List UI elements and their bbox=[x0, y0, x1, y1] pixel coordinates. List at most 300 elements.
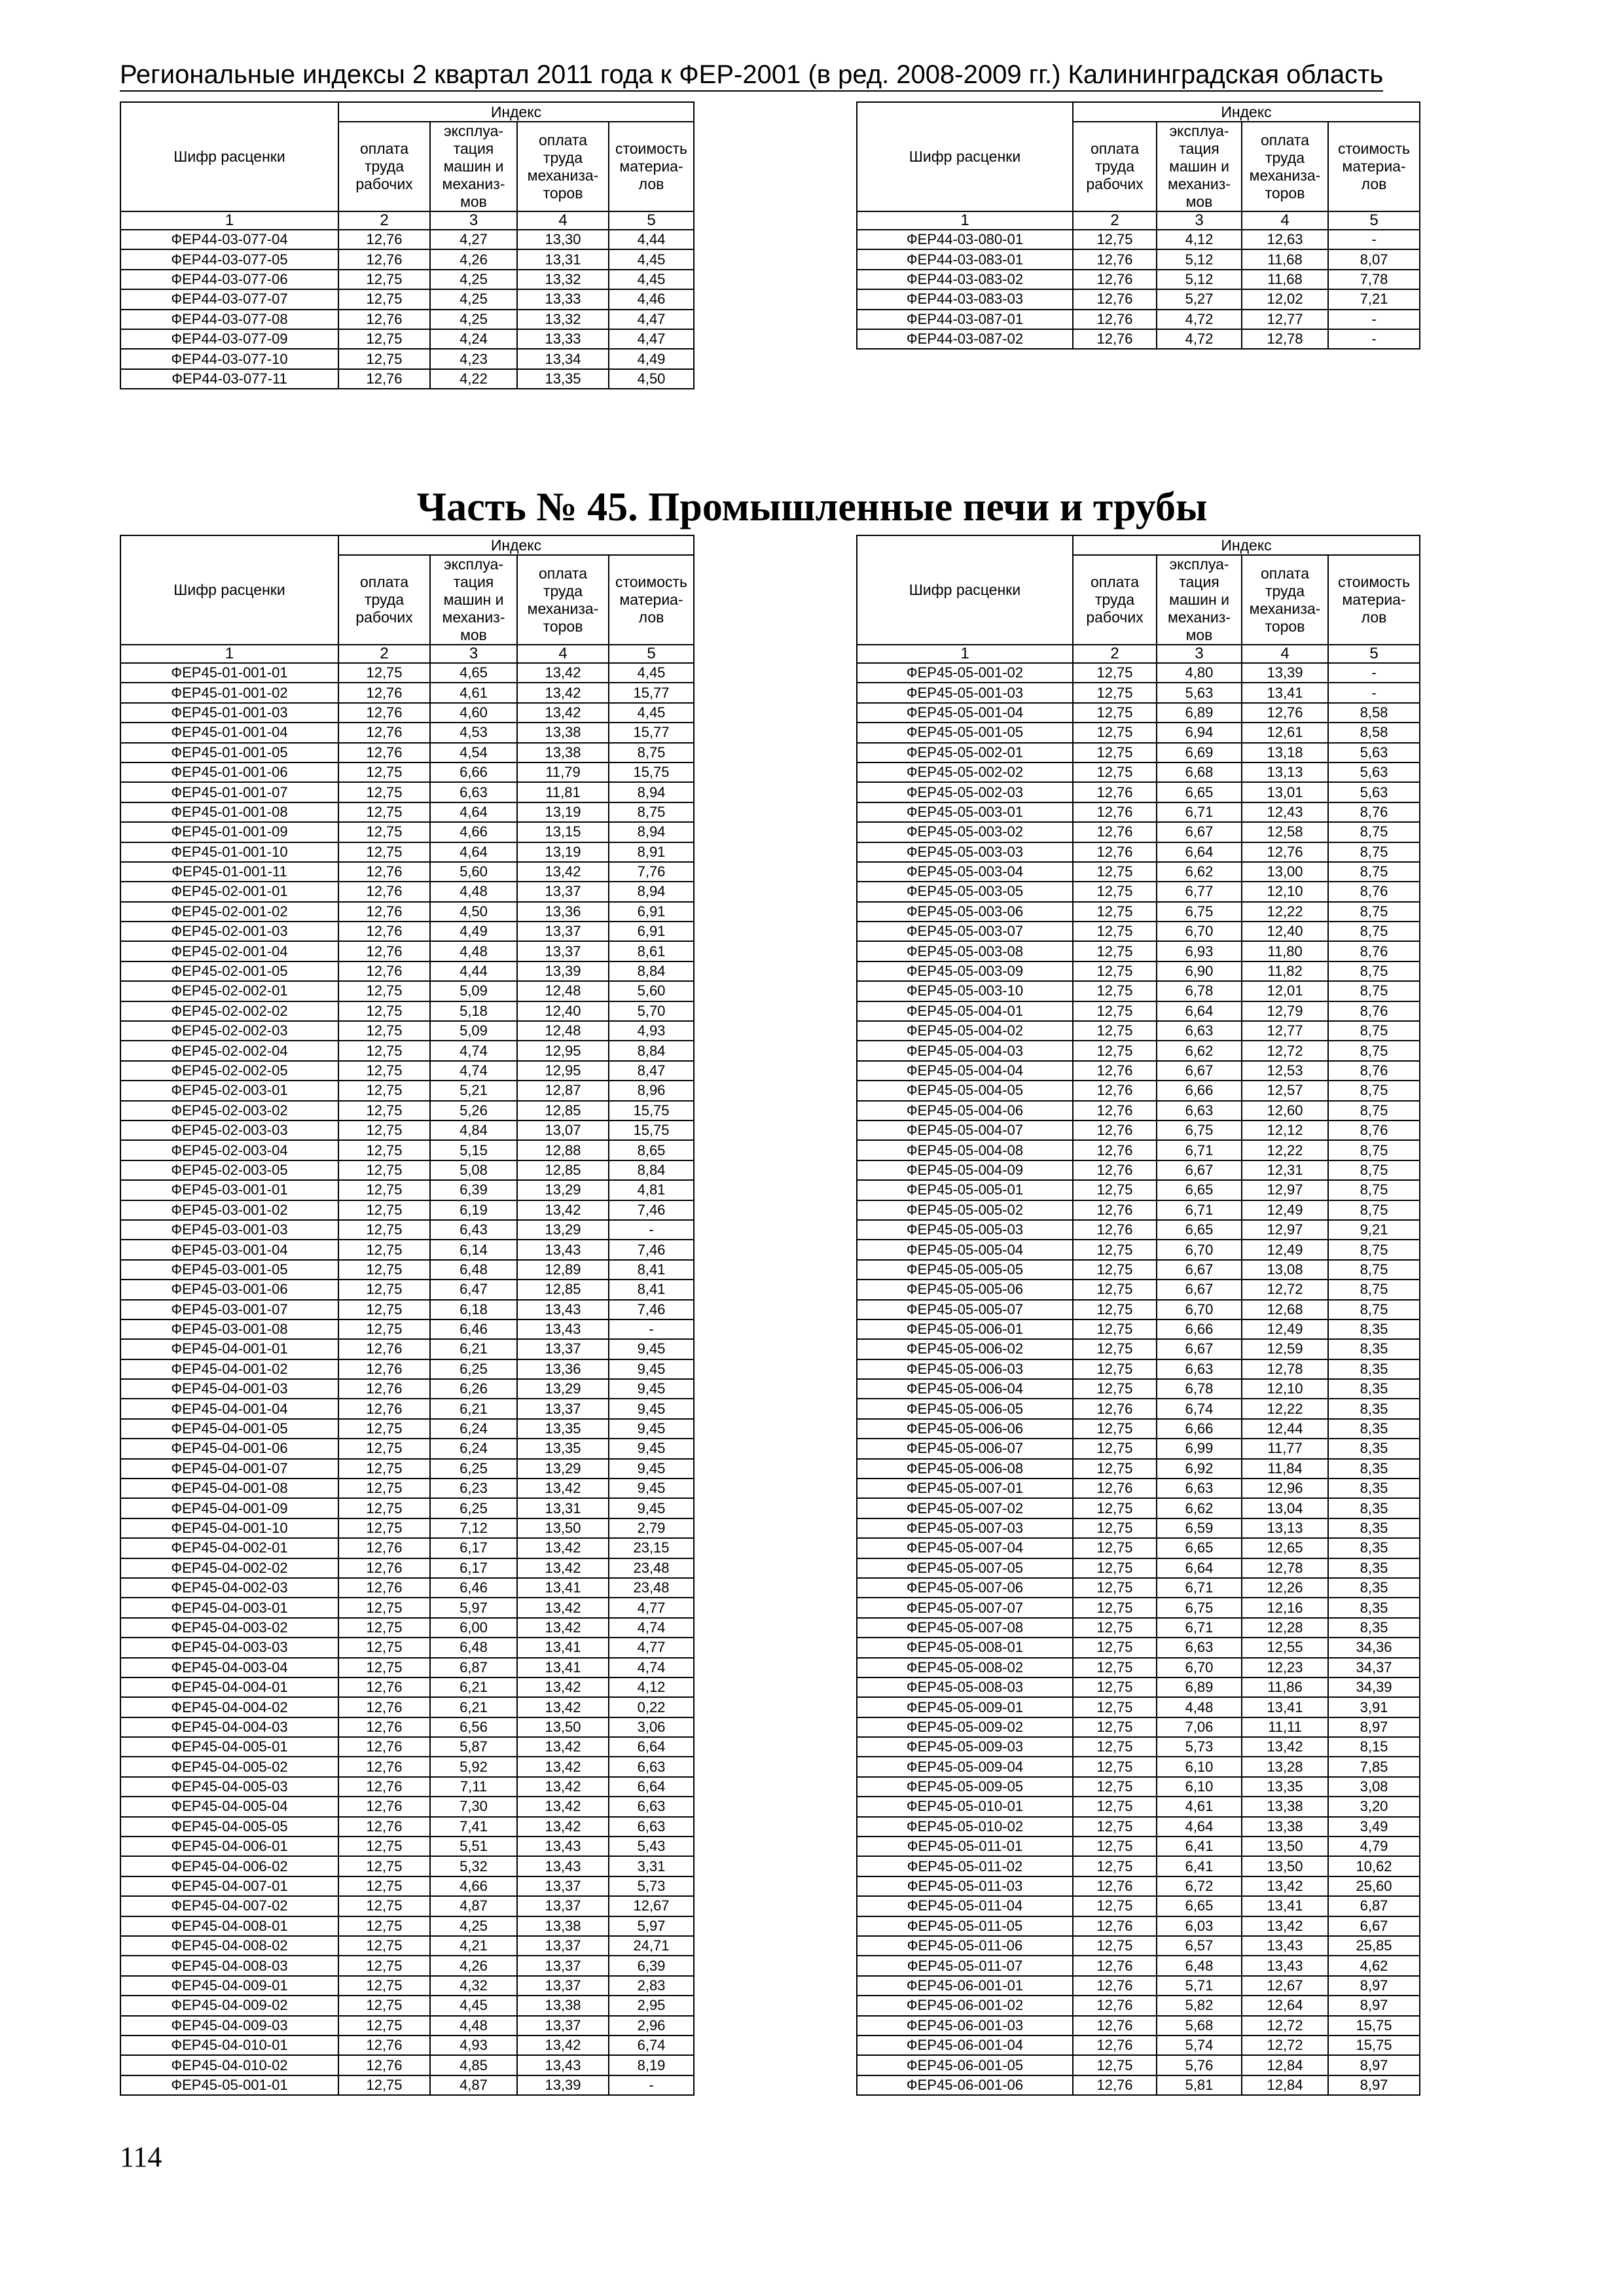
index-value-cell: 4,60 bbox=[430, 703, 517, 723]
rate-code-cell: ФЕР45-05-007-06 bbox=[857, 1578, 1073, 1598]
rate-code-cell: ФЕР45-05-011-05 bbox=[857, 1916, 1073, 1936]
table-row bbox=[857, 1339, 1420, 1359]
index-value-cell: 13,42 bbox=[517, 683, 609, 702]
index-value-cell: 12,76 bbox=[338, 1697, 430, 1717]
table-row bbox=[120, 1697, 694, 1717]
index-value-cell: 13,08 bbox=[1242, 1260, 1328, 1280]
column-header-machines: эксплуа-тация машин и механиз-мов bbox=[430, 555, 517, 645]
rate-code-cell: ФЕР45-02-002-03 bbox=[120, 1021, 338, 1041]
index-value-cell: 12,31 bbox=[1242, 1160, 1328, 1180]
index-value-cell: 12,63 bbox=[1242, 230, 1328, 249]
index-value-cell: 12,76 bbox=[338, 723, 430, 742]
index-value-cell: 5,82 bbox=[1157, 1996, 1242, 2015]
column-number: 4 bbox=[517, 645, 609, 663]
index-value-cell: 5,15 bbox=[430, 1140, 517, 1160]
index-value-cell: 4,74 bbox=[609, 1618, 694, 1638]
rate-code-cell: ФЕР45-04-002-01 bbox=[120, 1538, 338, 1558]
column-header-labor: оплата труда рабочих bbox=[338, 555, 430, 645]
index-value-cell: 4,79 bbox=[1328, 1837, 1420, 1856]
table-row bbox=[857, 1976, 1420, 1996]
table-row bbox=[857, 1777, 1420, 1797]
index-value-cell: 8,35 bbox=[1328, 1578, 1420, 1598]
column-number: 2 bbox=[1073, 211, 1157, 230]
index-value-cell: 7,46 bbox=[609, 1200, 694, 1220]
index-value-cell: 8,75 bbox=[1328, 1041, 1420, 1060]
index-value-cell: 12,49 bbox=[1242, 1319, 1328, 1339]
index-value-cell: 2,96 bbox=[609, 2016, 694, 2036]
index-value-cell: 13,42 bbox=[517, 2036, 609, 2055]
index-value-cell: 6,65 bbox=[1157, 1538, 1242, 1558]
index-value-cell: 12,76 bbox=[1073, 822, 1157, 842]
rate-code-cell: ФЕР45-03-001-08 bbox=[120, 1319, 338, 1339]
column-header-code: Шифр расценки bbox=[857, 102, 1073, 211]
index-value-cell: 13,42 bbox=[517, 1538, 609, 1558]
index-value-cell: 12,75 bbox=[1073, 1300, 1157, 1319]
column-number: 1 bbox=[120, 211, 338, 230]
index-value-cell: 6,19 bbox=[430, 1200, 517, 1220]
rate-code-cell: ФЕР45-04-003-03 bbox=[120, 1638, 338, 1657]
index-value-cell: 4,77 bbox=[609, 1638, 694, 1657]
index-value-cell: 8,35 bbox=[1328, 1598, 1420, 1617]
index-value-cell: 12,40 bbox=[517, 1001, 609, 1021]
rate-code-cell: ФЕР45-01-001-07 bbox=[120, 782, 338, 802]
table-row bbox=[120, 1439, 694, 1458]
index-value-cell: 13,41 bbox=[517, 1658, 609, 1677]
index-value-cell: 6,24 bbox=[430, 1439, 517, 1458]
index-value-cell: 12,75 bbox=[338, 1598, 430, 1617]
index-value-cell: 5,87 bbox=[430, 1737, 517, 1757]
index-value-cell: 12,76 bbox=[338, 1578, 430, 1598]
index-value-cell: 4,66 bbox=[430, 822, 517, 842]
index-value-cell: 2,95 bbox=[609, 1996, 694, 2015]
index-value-cell: 6,67 bbox=[1328, 1916, 1420, 1936]
rate-code-cell: ФЕР45-05-008-02 bbox=[857, 1658, 1073, 1677]
index-value-cell: 12,22 bbox=[1242, 902, 1328, 922]
index-value-cell: 8,15 bbox=[1328, 1737, 1420, 1757]
index-value-cell: 4,27 bbox=[430, 230, 517, 249]
index-value-cell: 4,45 bbox=[430, 1996, 517, 2015]
index-value-cell: 5,71 bbox=[1157, 1976, 1242, 1996]
table-row bbox=[120, 1260, 694, 1280]
table-row bbox=[857, 1996, 1420, 2015]
table-row bbox=[857, 1041, 1420, 1060]
index-value-cell: 12,75 bbox=[1073, 1817, 1157, 1837]
rate-code-cell: ФЕР44-03-077-04 bbox=[120, 230, 338, 249]
index-value-cell: 12,76 bbox=[338, 1737, 430, 1757]
index-value-cell: 6,77 bbox=[1157, 882, 1242, 901]
index-value-cell: 8,35 bbox=[1328, 1319, 1420, 1339]
index-value-cell: 6,74 bbox=[1157, 1399, 1242, 1418]
index-value-cell: 6,87 bbox=[1328, 1896, 1420, 1916]
table-row bbox=[857, 1936, 1420, 1956]
index-value-cell: 6,70 bbox=[1157, 922, 1242, 941]
index-value-cell: 6,10 bbox=[1157, 1777, 1242, 1797]
index-value-cell: 12,75 bbox=[338, 1200, 430, 1220]
index-value-cell: 8,41 bbox=[609, 1260, 694, 1280]
rate-code-cell: ФЕР45-05-006-02 bbox=[857, 1339, 1073, 1359]
index-value-cell: 6,18 bbox=[430, 1300, 517, 1319]
rate-code-cell: ФЕР45-01-001-01 bbox=[120, 663, 338, 683]
index-value-cell: 7,85 bbox=[1328, 1757, 1420, 1776]
rate-code-cell: ФЕР45-01-001-08 bbox=[120, 802, 338, 822]
index-value-cell: 12,75 bbox=[338, 663, 430, 683]
index-value-cell: 12,85 bbox=[517, 1160, 609, 1180]
index-value-cell: 12,75 bbox=[338, 1101, 430, 1121]
index-value-cell: 4,26 bbox=[430, 1956, 517, 1975]
index-value-cell: 12,75 bbox=[338, 1140, 430, 1160]
index-value-cell: 6,64 bbox=[1157, 842, 1242, 862]
rate-code-cell: ФЕР45-05-004-02 bbox=[857, 1021, 1073, 1041]
index-value-cell: 12,75 bbox=[338, 1916, 430, 1936]
index-value-cell: 12,75 bbox=[338, 1419, 430, 1439]
column-header-index: Индекс bbox=[1073, 102, 1420, 122]
index-value-cell: 12,85 bbox=[517, 1101, 609, 1121]
rate-code-cell: ФЕР45-04-010-02 bbox=[120, 2055, 338, 2075]
index-value-cell: 6,64 bbox=[1157, 1558, 1242, 1578]
index-value-cell: 12,76 bbox=[1073, 1140, 1157, 1160]
part-title: Часть № 45. Промышленные печи и трубы bbox=[416, 485, 1208, 529]
index-value-cell: 12,72 bbox=[1242, 2016, 1328, 2036]
rate-code-cell: ФЕР45-05-006-07 bbox=[857, 1439, 1073, 1458]
index-value-cell: 6,48 bbox=[430, 1260, 517, 1280]
index-value-cell: 13,43 bbox=[517, 1319, 609, 1339]
index-value-cell: 12,97 bbox=[1242, 1180, 1328, 1200]
index-value-cell: 15,75 bbox=[1328, 2016, 1420, 2036]
index-value-cell: 12,76 bbox=[338, 1777, 430, 1797]
index-value-cell: 13,35 bbox=[517, 369, 609, 389]
index-value-cell: 8,35 bbox=[1328, 1379, 1420, 1399]
column-header-index: Индекс bbox=[338, 535, 694, 555]
index-value-cell: 6,70 bbox=[1157, 1240, 1242, 1259]
table-row bbox=[120, 1837, 694, 1856]
index-value-cell: 12,75 bbox=[1073, 1777, 1157, 1797]
index-value-cell: 4,25 bbox=[430, 310, 517, 329]
table-row bbox=[120, 1001, 694, 1021]
index-value-cell: 12,76 bbox=[1073, 2036, 1157, 2055]
index-value-cell: 8,75 bbox=[1328, 1101, 1420, 1121]
table-row bbox=[857, 1319, 1420, 1339]
index-value-cell: 6,48 bbox=[1157, 1956, 1242, 1975]
rate-code-cell: ФЕР45-05-007-07 bbox=[857, 1598, 1073, 1617]
table-row bbox=[120, 1180, 694, 1200]
index-value-cell: 6,21 bbox=[430, 1697, 517, 1717]
index-value-cell: 6,64 bbox=[609, 1777, 694, 1797]
index-value-cell: 6,67 bbox=[1157, 1339, 1242, 1359]
index-value-cell: 6,75 bbox=[1157, 1121, 1242, 1140]
rate-code-cell: ФЕР45-02-002-01 bbox=[120, 981, 338, 1001]
index-value-cell: 12,75 bbox=[1073, 1021, 1157, 1041]
index-value-cell: 12,65 bbox=[1242, 1538, 1328, 1558]
index-value-cell: 5,97 bbox=[430, 1598, 517, 1617]
table-row bbox=[120, 1558, 694, 1578]
rate-code-cell: ФЕР45-04-001-07 bbox=[120, 1459, 338, 1479]
index-value-cell: 12,75 bbox=[1073, 2055, 1157, 2075]
rates-table bbox=[856, 101, 1420, 350]
index-value-cell: 13,43 bbox=[517, 1240, 609, 1259]
index-value-cell: 6,75 bbox=[1157, 1598, 1242, 1617]
table-row bbox=[857, 2055, 1420, 2075]
index-value-cell: 12,16 bbox=[1242, 1598, 1328, 1617]
table-row bbox=[120, 1140, 694, 1160]
index-value-cell: 15,77 bbox=[609, 723, 694, 742]
index-value-cell: 12,75 bbox=[338, 1976, 430, 1996]
index-value-cell: 8,91 bbox=[609, 842, 694, 862]
index-value-cell: - bbox=[609, 2075, 694, 2095]
index-value-cell: 12,76 bbox=[1073, 249, 1157, 269]
index-value-cell: 12,76 bbox=[1073, 1479, 1157, 1498]
column-header-operators: оплата труда механиза-торов bbox=[517, 122, 609, 211]
index-value-cell: 4,12 bbox=[1157, 230, 1242, 249]
index-value-cell: 4,61 bbox=[430, 683, 517, 702]
index-value-cell: 9,45 bbox=[609, 1379, 694, 1399]
rate-code-cell: ФЕР45-04-009-03 bbox=[120, 2016, 338, 2036]
table-row bbox=[120, 1896, 694, 1916]
index-value-cell: 12,67 bbox=[609, 1896, 694, 1916]
index-value-cell: 12,76 bbox=[1073, 1976, 1157, 1996]
index-value-cell: 13,37 bbox=[517, 1399, 609, 1418]
index-value-cell: 13,42 bbox=[517, 1797, 609, 1816]
index-value-cell: 6,71 bbox=[1157, 1200, 1242, 1220]
index-value-cell: 6,78 bbox=[1157, 981, 1242, 1001]
index-value-cell: 6,70 bbox=[1157, 1658, 1242, 1677]
index-value-cell: 12,75 bbox=[338, 1856, 430, 1876]
index-value-cell: 4,26 bbox=[430, 249, 517, 269]
index-value-cell: 13,32 bbox=[517, 310, 609, 329]
index-value-cell: 3,49 bbox=[1328, 1817, 1420, 1837]
rate-code-cell: ФЕР45-05-002-02 bbox=[857, 762, 1073, 782]
index-value-cell: 4,93 bbox=[430, 2036, 517, 2055]
table-row bbox=[120, 2075, 694, 2095]
table-row bbox=[120, 663, 694, 683]
index-value-cell: 12,75 bbox=[338, 822, 430, 842]
index-value-cell: 12,75 bbox=[338, 1439, 430, 1458]
index-value-cell: 8,75 bbox=[1328, 1280, 1420, 1299]
index-value-cell: 12,76 bbox=[1073, 1081, 1157, 1100]
rate-code-cell: ФЕР45-05-003-10 bbox=[857, 981, 1073, 1001]
rate-code-cell: ФЕР45-04-001-08 bbox=[120, 1479, 338, 1498]
rate-code-cell: ФЕР45-05-006-01 bbox=[857, 1319, 1073, 1339]
index-value-cell: 6,41 bbox=[1157, 1856, 1242, 1876]
rate-code-cell: ФЕР45-04-007-02 bbox=[120, 1896, 338, 1916]
rate-code-cell: ФЕР45-05-010-01 bbox=[857, 1797, 1073, 1816]
table-row bbox=[120, 1976, 694, 1996]
rate-code-cell: ФЕР45-02-001-03 bbox=[120, 922, 338, 941]
table-row bbox=[857, 703, 1420, 723]
index-value-cell: 12,76 bbox=[338, 743, 430, 762]
table-row bbox=[120, 1717, 694, 1737]
index-value-cell: 13,42 bbox=[517, 1817, 609, 1837]
table-row bbox=[120, 1339, 694, 1359]
index-value-cell: 12,75 bbox=[1073, 1001, 1157, 1021]
index-value-cell: 4,45 bbox=[609, 249, 694, 269]
index-value-cell: 5,21 bbox=[430, 1081, 517, 1100]
index-value-cell: 12,01 bbox=[1242, 981, 1328, 1001]
index-value-cell: 12,48 bbox=[517, 1021, 609, 1041]
index-value-cell: 6,71 bbox=[1157, 1618, 1242, 1638]
index-value-cell: 6,91 bbox=[609, 902, 694, 922]
index-value-cell: 13,50 bbox=[517, 1518, 609, 1538]
table-row bbox=[120, 1916, 694, 1936]
index-value-cell: 12,75 bbox=[338, 349, 430, 368]
rate-code-cell: ФЕР45-05-003-03 bbox=[857, 842, 1073, 862]
index-value-cell: 12,10 bbox=[1242, 882, 1328, 901]
index-value-cell: 12,61 bbox=[1242, 723, 1328, 742]
index-value-cell: 5,97 bbox=[609, 1916, 694, 1936]
rate-code-cell: ФЕР45-04-009-01 bbox=[120, 1976, 338, 1996]
index-value-cell: 6,62 bbox=[1157, 1498, 1242, 1518]
index-value-cell: 12,75 bbox=[1073, 1180, 1157, 1200]
index-value-cell: 15,75 bbox=[1328, 2036, 1420, 2055]
index-value-cell: 6,71 bbox=[1157, 1578, 1242, 1598]
column-header-code: Шифр расценки bbox=[120, 102, 338, 211]
index-value-cell: 15,75 bbox=[609, 1121, 694, 1140]
index-value-cell: 4,24 bbox=[430, 329, 517, 349]
table-row bbox=[857, 1737, 1420, 1757]
table-row bbox=[857, 249, 1420, 269]
index-value-cell: 7,21 bbox=[1328, 289, 1420, 309]
index-value-cell: 4,49 bbox=[430, 922, 517, 941]
index-value-cell: 12,76 bbox=[338, 922, 430, 941]
index-value-cell: 8,76 bbox=[1328, 1001, 1420, 1021]
index-value-cell: 6,24 bbox=[430, 1419, 517, 1439]
rate-code-cell: ФЕР45-05-007-05 bbox=[857, 1558, 1073, 1578]
table-row bbox=[857, 1956, 1420, 1975]
index-value-cell: 6,67 bbox=[1157, 1160, 1242, 1180]
index-value-cell: 12,96 bbox=[1242, 1479, 1328, 1498]
table-row bbox=[857, 1419, 1420, 1439]
index-value-cell: 10,62 bbox=[1328, 1856, 1420, 1876]
index-value-cell: 6,64 bbox=[1157, 1001, 1242, 1021]
rate-code-cell: ФЕР45-04-005-01 bbox=[120, 1737, 338, 1757]
index-value-cell: 4,61 bbox=[1157, 1797, 1242, 1816]
index-value-cell: 12,23 bbox=[1242, 1658, 1328, 1677]
index-value-cell: 4,50 bbox=[430, 902, 517, 922]
index-value-cell: 9,45 bbox=[609, 1419, 694, 1439]
column-header-operators: оплата труда механиза-торов bbox=[1242, 122, 1328, 211]
index-value-cell: 12,75 bbox=[338, 782, 430, 802]
column-number: 3 bbox=[1157, 645, 1242, 663]
index-value-cell: 12,75 bbox=[338, 1180, 430, 1200]
index-value-cell: 8,61 bbox=[609, 941, 694, 961]
index-value-cell: - bbox=[1328, 310, 1420, 329]
index-value-cell: 13,37 bbox=[517, 2016, 609, 2036]
index-value-cell: 6,57 bbox=[1157, 1936, 1242, 1956]
table-row bbox=[120, 2036, 694, 2055]
table-row bbox=[857, 1757, 1420, 1776]
index-value-cell: 13,15 bbox=[517, 822, 609, 842]
index-value-cell: 12,75 bbox=[1073, 1339, 1157, 1359]
rate-code-cell: ФЕР45-05-007-04 bbox=[857, 1538, 1073, 1558]
index-value-cell: 13,37 bbox=[517, 1936, 609, 1956]
index-value-cell: 13,42 bbox=[517, 1757, 609, 1776]
index-value-cell: 8,35 bbox=[1328, 1498, 1420, 1518]
index-value-cell: 12,57 bbox=[1242, 1081, 1328, 1100]
index-value-cell: 13,42 bbox=[517, 1200, 609, 1220]
index-value-cell: 8,94 bbox=[609, 822, 694, 842]
index-value-cell: 6,21 bbox=[430, 1399, 517, 1418]
index-value-cell: 8,75 bbox=[1328, 1300, 1420, 1319]
index-value-cell: 12,75 bbox=[1073, 683, 1157, 702]
table-row bbox=[857, 1876, 1420, 1896]
index-value-cell: 4,32 bbox=[430, 1976, 517, 1996]
rate-code-cell: ФЕР45-06-001-01 bbox=[857, 1976, 1073, 1996]
column-number: 2 bbox=[1073, 645, 1157, 663]
rate-code-cell: ФЕР45-02-002-02 bbox=[120, 1001, 338, 1021]
index-value-cell: 13,04 bbox=[1242, 1498, 1328, 1518]
index-value-cell: 4,45 bbox=[609, 270, 694, 289]
column-number: 4 bbox=[1242, 211, 1328, 230]
index-value-cell: 6,23 bbox=[430, 1479, 517, 1498]
index-value-cell: 13,01 bbox=[1242, 782, 1328, 802]
index-value-cell: 12,75 bbox=[1073, 1359, 1157, 1379]
table-row bbox=[857, 1658, 1420, 1677]
rate-code-cell: ФЕР45-05-005-03 bbox=[857, 1220, 1073, 1240]
index-value-cell: 12,79 bbox=[1242, 1001, 1328, 1021]
table-row bbox=[857, 1677, 1420, 1697]
index-value-cell: 6,63 bbox=[609, 1797, 694, 1816]
index-value-cell: 4,72 bbox=[1157, 329, 1242, 349]
table-row bbox=[857, 1359, 1420, 1379]
table-row bbox=[120, 1359, 694, 1379]
rate-code-cell: ФЕР45-01-001-04 bbox=[120, 723, 338, 742]
table-row bbox=[120, 1319, 694, 1339]
column-header-labor: оплата труда рабочих bbox=[1073, 555, 1157, 645]
index-value-cell: 34,37 bbox=[1328, 1658, 1420, 1677]
index-value-cell: 4,64 bbox=[1157, 1817, 1242, 1837]
table-row bbox=[857, 289, 1420, 309]
index-value-cell: 8,75 bbox=[609, 802, 694, 822]
index-value-cell: 8,76 bbox=[1328, 941, 1420, 961]
index-value-cell: 13,37 bbox=[517, 1896, 609, 1916]
index-value-cell: 8,84 bbox=[609, 1160, 694, 1180]
table-row bbox=[120, 1101, 694, 1121]
index-value-cell: 5,63 bbox=[1328, 743, 1420, 762]
index-value-cell: 12,95 bbox=[517, 1061, 609, 1081]
index-value-cell: 4,23 bbox=[430, 349, 517, 368]
index-value-cell: 13,28 bbox=[1242, 1757, 1328, 1776]
rate-code-cell: ФЕР45-04-001-01 bbox=[120, 1339, 338, 1359]
table-row bbox=[120, 1936, 694, 1956]
index-value-cell: 4,12 bbox=[609, 1677, 694, 1697]
index-value-cell: 6,68 bbox=[1157, 762, 1242, 782]
index-value-cell: 4,81 bbox=[609, 1180, 694, 1200]
index-value-cell: 4,64 bbox=[430, 842, 517, 862]
table-row bbox=[120, 1280, 694, 1299]
index-value-cell: 6,65 bbox=[1157, 1220, 1242, 1240]
column-header-materials: стоимость материа-лов bbox=[1328, 555, 1420, 645]
rate-code-cell: ФЕР45-05-005-01 bbox=[857, 1180, 1073, 1200]
index-value-cell: 4,85 bbox=[430, 2055, 517, 2075]
rate-code-cell: ФЕР44-03-083-02 bbox=[857, 270, 1073, 289]
index-value-cell: 12,76 bbox=[1073, 1220, 1157, 1240]
table-row bbox=[857, 862, 1420, 882]
index-value-cell: 12,75 bbox=[338, 1081, 430, 1100]
index-value-cell: 13,42 bbox=[517, 663, 609, 683]
rate-code-cell: ФЕР44-03-077-07 bbox=[120, 289, 338, 309]
index-value-cell: 12,75 bbox=[338, 1498, 430, 1518]
index-value-cell: 12,97 bbox=[1242, 1220, 1328, 1240]
index-value-cell: 34,39 bbox=[1328, 1677, 1420, 1697]
index-value-cell: 6,67 bbox=[1157, 1260, 1242, 1280]
table-row bbox=[857, 961, 1420, 981]
index-value-cell: 13,34 bbox=[517, 349, 609, 368]
index-value-cell: 13,36 bbox=[517, 902, 609, 922]
index-value-cell: 13,42 bbox=[517, 1737, 609, 1757]
rate-code-cell: ФЕР45-01-001-05 bbox=[120, 743, 338, 762]
index-value-cell: 6,63 bbox=[1157, 1021, 1242, 1041]
rate-code-cell: ФЕР44-03-077-05 bbox=[120, 249, 338, 269]
index-value-cell: 8,76 bbox=[1328, 882, 1420, 901]
